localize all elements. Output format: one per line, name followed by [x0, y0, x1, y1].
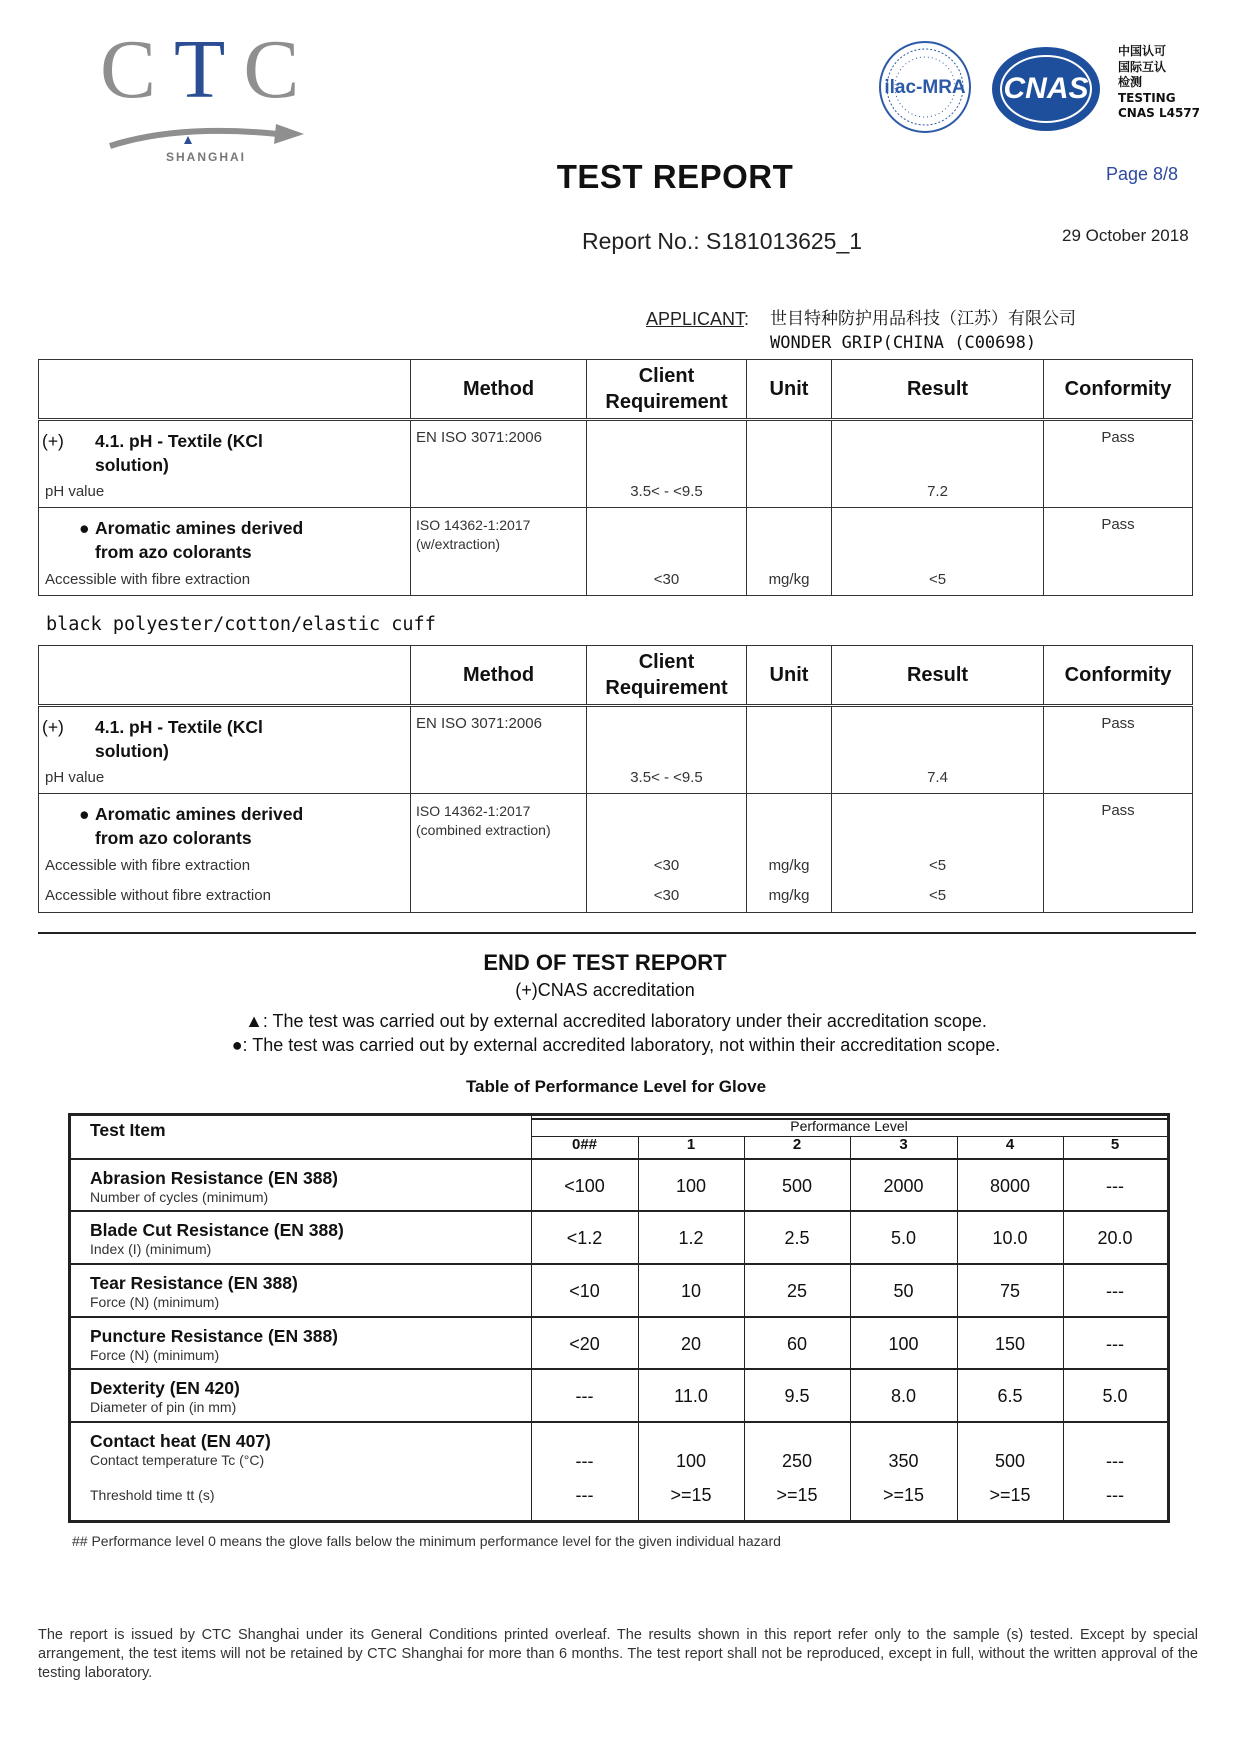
- sample-section-title: black polyester/cotton/elastic cuff: [46, 614, 436, 635]
- conformity-value: Pass: [1101, 516, 1135, 533]
- level-header: 1: [686, 1136, 696, 1153]
- ctc-logo-letters: CTC: [100, 23, 318, 116]
- ctc-city: SHANGHAI: [166, 150, 247, 164]
- conformity-value: Pass: [1101, 715, 1135, 732]
- performance-table-title: Table of Performance Level for Glove: [465, 1077, 767, 1096]
- level-value: 50: [893, 1281, 914, 1301]
- level-value: 11.0: [674, 1386, 708, 1406]
- level-value: ---: [1106, 1334, 1124, 1354]
- test-item-unit: Index (I) (minimum): [90, 1241, 212, 1257]
- requirement-value: 3.5< - <9.5: [630, 483, 703, 500]
- external-lab-mark: ●: [79, 804, 90, 824]
- level-value: 20: [680, 1334, 702, 1354]
- test-item: [90, 1168, 338, 1205]
- col-unit: Unit: [747, 360, 832, 420]
- level-value: 9.5: [784, 1386, 810, 1406]
- level-header: 4: [1005, 1136, 1015, 1153]
- row-label: pH value: [45, 769, 105, 786]
- level-value: 6.5: [997, 1386, 1023, 1406]
- level-value: ---: [1106, 1485, 1124, 1505]
- cnas-accreditation-note: (+)CNAS accreditation: [515, 980, 695, 1000]
- test-item-unit: Contact temperature Tc (°C): [90, 1452, 265, 1468]
- conformity-value: Pass: [1101, 429, 1135, 446]
- row-label: Accessible with fibre extraction: [45, 571, 251, 588]
- level-value: 100: [675, 1176, 707, 1196]
- result-value: 7.4: [927, 769, 948, 786]
- level-value: 2.5: [784, 1228, 810, 1248]
- test-item-name: Puncture Resistance (EN 388): [90, 1326, 339, 1346]
- performance-footnote: ## Performance level 0 means the glove falls below the minimum performance level for the given individual hazard: [72, 1533, 781, 1549]
- test-item-name: Abrasion Resistance (EN 388): [90, 1168, 339, 1188]
- level-value: ---: [575, 1386, 594, 1406]
- table-header-row: [39, 360, 1193, 420]
- table-header-row: [39, 646, 1193, 706]
- accreditation-mark: (+): [42, 431, 64, 451]
- col-method: Method: [411, 360, 587, 420]
- method-value: EN ISO 3071:2006: [416, 715, 542, 732]
- level-value: 10: [680, 1281, 702, 1301]
- level-value: ---: [575, 1485, 594, 1505]
- grid-line: [71, 1210, 1167, 1212]
- test-item-name: Tear Resistance (EN 388): [90, 1273, 298, 1293]
- result-value: <5: [928, 887, 947, 904]
- test-item-unit: Force (N) (minimum): [90, 1347, 220, 1363]
- unit-value: mg/kg: [768, 887, 810, 904]
- level-value: <1.2: [566, 1228, 603, 1248]
- test-item-unit: Diameter of pin (in mm): [90, 1399, 237, 1415]
- test-title: 4.1. pH - Textile (KCl solution): [95, 717, 263, 761]
- report-number: Report No.: S181013625_1: [582, 228, 863, 254]
- level-value: 100: [888, 1334, 919, 1354]
- page-number: Page 8/8: [1106, 164, 1179, 184]
- table-row-ph: [39, 420, 1193, 508]
- level-value: 20.0: [1097, 1228, 1133, 1248]
- test-item-name: Blade Cut Resistance (EN 388): [90, 1220, 344, 1240]
- ilac-mra-logo: [878, 40, 972, 134]
- requirement-value: <30: [653, 857, 680, 874]
- unit-value: mg/kg: [768, 571, 810, 588]
- report-title: TEST REPORT: [556, 158, 794, 195]
- level-value: >=15: [882, 1485, 925, 1505]
- test-item-unit: Force (N) (minimum): [90, 1294, 220, 1310]
- level-value: >=15: [670, 1485, 712, 1505]
- cnas-logo: [990, 45, 1102, 133]
- col-performance-level: Performance Level: [790, 1118, 908, 1134]
- level-value: 25: [786, 1281, 808, 1301]
- report-date: 29 October 2018: [1062, 226, 1189, 245]
- requirement-value: <30: [653, 887, 680, 904]
- result-value: <5: [928, 857, 947, 874]
- external-lab-note-dot: ●: The test was carried out by external accredited laboratory, not within their accreditation scope.: [231, 1035, 1001, 1055]
- level-value: 2000: [883, 1176, 924, 1196]
- test-item: [90, 1273, 298, 1310]
- test-item-unit: Threshold time tt (s): [90, 1487, 215, 1503]
- table-row-ph: [39, 706, 1193, 794]
- level-value: 500: [781, 1176, 813, 1196]
- row-label: Accessible with fibre extraction: [45, 857, 251, 874]
- test-item: [90, 1326, 338, 1363]
- col-unit: Unit: [747, 646, 832, 706]
- level-value: ---: [575, 1451, 594, 1471]
- level-header: 0##: [571, 1136, 598, 1153]
- method-value: EN ISO 3071:2006: [416, 429, 542, 446]
- external-lab-note-triangle: ▲: The test was carried out by external accredited laboratory under their accreditation scope.: [245, 1011, 987, 1031]
- level-value: 8000: [989, 1176, 1031, 1196]
- test-item-name: Dexterity (EN 420): [90, 1378, 240, 1398]
- grid-line: [71, 1263, 1167, 1265]
- level-header: 5: [1110, 1136, 1120, 1153]
- external-lab-mark: ●: [79, 518, 90, 538]
- level-value: 100: [675, 1451, 707, 1471]
- col-conformity: Conformity: [1044, 646, 1193, 706]
- requirement-value: 3.5< - <9.5: [630, 769, 703, 786]
- grid-line: [71, 1158, 1167, 1160]
- level-value: 75: [999, 1281, 1021, 1301]
- level-header: 2: [792, 1136, 802, 1153]
- level-value: 8.0: [890, 1386, 917, 1406]
- method-value: ISO 14362-1:2017 (w/extraction): [416, 517, 531, 552]
- row-label: Accessible without fibre extraction: [45, 887, 271, 904]
- col-method: Method: [411, 646, 587, 706]
- level-value: >=15: [989, 1485, 1031, 1505]
- grid-line: [71, 1421, 1167, 1423]
- level-value: 1.2: [678, 1228, 704, 1248]
- result-value: 7.2: [927, 483, 948, 500]
- test-item: [90, 1378, 240, 1415]
- test-item: [90, 1220, 344, 1257]
- performance-level-table: [68, 1113, 1170, 1523]
- table-row-azo: [39, 508, 1193, 596]
- accreditation-mark: (+): [42, 717, 64, 737]
- result-value: <5: [928, 571, 947, 588]
- col-client-requirement: Client Requirement: [587, 360, 747, 420]
- cnas-accreditation-text: 中国认可 国际互认 检测 TESTING CNAS L4577: [1118, 44, 1201, 120]
- col-test-item: Test Item: [90, 1120, 166, 1140]
- level-value: 500: [994, 1451, 1026, 1471]
- level-value: 10.0: [992, 1228, 1028, 1248]
- conformity-value: Pass: [1101, 802, 1135, 819]
- unit-value: mg/kg: [768, 857, 810, 874]
- level-value: ---: [1106, 1451, 1124, 1471]
- ctc-logo: [100, 23, 320, 168]
- test-title: Aromatic amines derived from azo colorants: [95, 518, 304, 562]
- ilac-logo-text: ilac-MRA: [884, 77, 966, 98]
- col-conformity: Conformity: [1044, 360, 1193, 420]
- requirement-value: <30: [653, 571, 680, 588]
- disclaimer: The report is issued by CTC Shanghai under its General Conditions printed overleaf. The results shown in this report refer only to the sample (s) tested. Except by special arrangement, the test items will not be retained by CTC Shanghai for more than 6 months. The test report shall not be reproduced, except in full, without the written approval of the testing laboratory.: [38, 1627, 1198, 1681]
- level-value: 5.0: [1102, 1386, 1128, 1406]
- grid-line: [71, 1368, 1167, 1370]
- test-item-unit: Number of cycles (minimum): [90, 1189, 269, 1205]
- test-title: 4.1. pH - Textile (KCl solution): [95, 431, 263, 475]
- results-table-2: [38, 645, 1193, 913]
- results-table-1: [38, 359, 1193, 596]
- col-result: Result: [832, 360, 1044, 420]
- level-value: >=15: [776, 1485, 818, 1505]
- level-header: 3: [899, 1136, 908, 1153]
- test-item: [90, 1431, 271, 1468]
- end-of-report: END OF TEST REPORT: [483, 950, 727, 975]
- method-value: ISO 14362-1:2017 (combined extraction): [416, 803, 551, 838]
- level-value: <20: [569, 1334, 600, 1354]
- col-client-requirement: Client Requirement: [587, 646, 747, 706]
- level-value: ---: [1106, 1281, 1124, 1301]
- level-value: 350: [888, 1451, 919, 1471]
- row-label: pH value: [45, 483, 105, 500]
- level-value: <100: [564, 1176, 605, 1196]
- level-value: 5.0: [890, 1228, 917, 1248]
- applicant-name: 世目特种防护用品科技（江苏）有限公司WONDER GRIP(CHINA (C00698): [770, 309, 1076, 353]
- level-value: 150: [994, 1334, 1026, 1354]
- col-result: Result: [832, 646, 1044, 706]
- cnas-logo-text: CNAS: [1003, 72, 1089, 105]
- test-item-name: Contact heat (EN 407): [90, 1431, 271, 1451]
- level-value: ---: [1106, 1176, 1124, 1196]
- test-title: Aromatic amines derived from azo colorants: [95, 804, 304, 848]
- grid-line: [71, 1316, 1167, 1318]
- level-value: 250: [781, 1451, 813, 1471]
- divider: [38, 932, 1196, 934]
- applicant-label: APPLICANT:: [646, 309, 750, 329]
- level-value: 60: [786, 1334, 808, 1354]
- table-row-azo: [39, 794, 1193, 913]
- level-value: <10: [569, 1281, 600, 1301]
